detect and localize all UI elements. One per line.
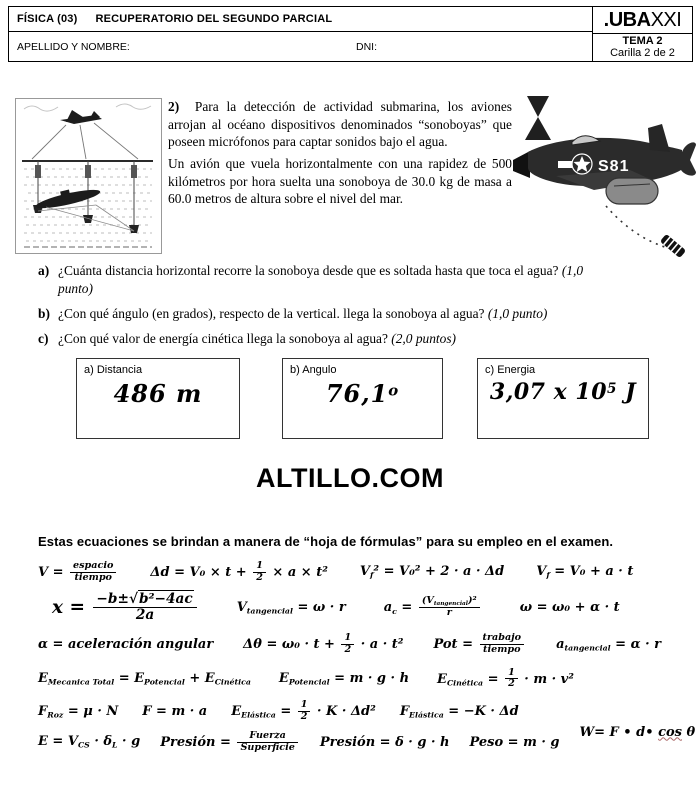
formula-vf-cuadrado: $V_f^2 = V_0^2 + 2 \cdot a \cdot \Delta d$ — [359, 564, 505, 581]
formula-row-2 — [38, 592, 670, 624]
formula-presion-fuerza: Presión = $\frac{\text{Fuerza}}{\text{Superficie}}$ — [160, 731, 300, 754]
header-left — [9, 7, 592, 61]
formula-row-6 — [38, 724, 696, 754]
answer-box-distancia — [76, 358, 240, 439]
brand-suffix: XXI — [650, 9, 682, 31]
formula-fuerza-elastica: $F_{Elástica} = -K \cdot \Delta d$ — [399, 703, 519, 720]
propeller-icon — [525, 96, 551, 140]
uba-xxi-logo — [593, 7, 692, 34]
signal-lines — [32, 123, 138, 159]
header-table — [8, 6, 693, 62]
exam-title-row — [9, 7, 592, 32]
question-b — [38, 305, 616, 323]
brand-main: .UBA — [603, 9, 651, 31]
formula-energia-potencial: $E_{Potencial} = m \cdot g \cdot h$ — [278, 671, 410, 687]
formula-aceleracion-centripeta: $a_c$ = $\frac{(V_{tangencial})^2}{r}$ — [384, 596, 482, 619]
tema-label: TEMA 2 — [622, 35, 663, 47]
cloud-icon — [24, 106, 58, 111]
submarine-icon — [34, 183, 102, 212]
plane-marking-text: S81 — [598, 158, 630, 175]
formula-energia-cinetica: $E_{Cinética}$ = $\frac{1}{2}$ · m · v² — [437, 666, 574, 690]
formula-velocidad: V = $\frac{\text{espacio}}{\text{tiempo}}$ — [38, 561, 118, 584]
formula-desplazamiento: Δd = V₀ × t + $\frac{1}{2}$ × a × t² — [150, 560, 328, 583]
problem-number: 2) — [168, 99, 180, 114]
answer-c-value: 3,07 x $10^5$ J — [489, 379, 637, 405]
problem-paragraph-2: Un avión que vuela horizontalmente con una rapidez de 500 kilómetros por hora suelta una sonoboya de 30.0 kg de masa a 60.0 metros de altura sobre el nivel del mar. — [168, 156, 512, 207]
question-b-label: b) — [38, 305, 50, 321]
question-c-text: ¿Con qué valor de energía cinética llega la sonoboya al agua? — [58, 330, 388, 346]
answer-b-label: b) Angulo — [290, 364, 337, 376]
question-b-text: ¿Con qué ángulo (en grados), respecto de la vertical. llega la sonoboya al agua? — [58, 305, 485, 321]
formula-vf: $V_f = V_0 + a \cdot t$ — [536, 564, 634, 581]
cloud-icon — [116, 104, 151, 109]
patrol-plane-icon — [60, 110, 102, 124]
exam-title: RECUPERATORIO DEL SEGUNDO PARCIAL — [95, 13, 333, 25]
formula-row-5 — [38, 700, 670, 723]
answer-c-label: c) Energia — [485, 364, 536, 376]
formula-row-1 — [38, 561, 670, 584]
answer-b-value: 76,1$^o$ — [325, 379, 400, 408]
question-c-label: c) — [38, 330, 49, 346]
altillo-watermark: ALTILLO.COM — [256, 463, 444, 493]
question-a-text: ¿Cuánta distancia horizontal recorre la sonoboya desde que es soltada hasta que toca el agua? — [58, 263, 559, 278]
student-row — [9, 32, 592, 61]
formula-energia-elastica: $E_{Elástica}$ = $\frac{1}{2}$ · K · Δd² — [231, 699, 376, 723]
formula-energia-mecanica: $E_{Mecanica Total} = E_{Potencial} + E_{Cinética}$ — [38, 671, 251, 687]
problem-paragraph-1 — [168, 98, 512, 151]
problem-text — [168, 98, 512, 212]
drop-tank — [606, 178, 658, 204]
formula-a-tangencial: $a_{tangencial} = \alpha \cdot r$ — [556, 636, 662, 653]
formula-omega: ω = ω₀ + α · t — [519, 599, 620, 615]
formula-cuadratica: x = $\frac{\text{−b±√b²−4ac}}{2a}$ — [52, 592, 199, 624]
course-code: FÍSICA (03) — [17, 13, 78, 25]
answer-box-angulo — [282, 358, 443, 439]
formula-alfa: α = aceleración angular — [38, 636, 214, 652]
formula-row-3 — [38, 633, 670, 656]
formula-v-tangencial: $V_{tangencial} = \omega \cdot r$ — [236, 599, 346, 616]
formula-newton: F = m · a — [142, 704, 208, 720]
problem-statement-intro: Para la detección de actividad submarina, los aviones arrojan al océano dispositivos denominados “sonoboyas” que poseen micrófonos para captar sonidos bajo el agua. — [168, 99, 512, 150]
question-c — [38, 330, 616, 348]
question-b-points: (1,0 punto) — [487, 305, 548, 321]
fighter-plane-svg — [510, 90, 698, 264]
formula-empuje: $E = V_{CS} \cdot \delta_L \cdot g$ — [38, 734, 141, 750]
question-a — [38, 262, 616, 298]
sonobuoy-diagram — [15, 98, 162, 254]
formula-sheet — [38, 534, 696, 753]
formula-sheet-heading: Estas ecuaciones se brindan a manera de “hoja de fórmulas” para su empleo en el examen. — [38, 534, 614, 549]
formula-presion-hidrostatica: Presión = δ · g · h — [319, 734, 450, 750]
formula-row-4 — [38, 668, 670, 691]
formula-potencia: Pot = $\frac{\text{trabajo}}{\text{tiempo}}$ — [433, 633, 526, 656]
formula-trabajo: W= F • d• cos θ — [579, 724, 696, 740]
fighter-plane-image — [510, 90, 698, 264]
formula-friccion: $F_{Roz} = \mu \cdot N$ — [38, 703, 119, 720]
formula-peso: Peso = m · g — [469, 734, 560, 750]
question-list — [38, 262, 616, 355]
question-c-points: (2,0 puntos) — [391, 330, 456, 346]
name-label: APELLIDO Y NOMBRE: — [17, 40, 130, 53]
formula-delta-theta: Δθ = ω₀ · t + $\frac{1}{2}$ · a · t² — [243, 632, 404, 655]
sonobuoy-diagram-svg — [16, 99, 159, 251]
answer-a-label: a) Distancia — [84, 364, 143, 376]
drop-trajectory-dots — [606, 206, 668, 248]
question-a-label: a) — [38, 263, 50, 278]
dni-label: DNI: — [356, 40, 377, 53]
answer-box-energia — [477, 358, 649, 439]
carilla-label: Carilla 2 de 2 — [610, 47, 675, 59]
question-a-points: (1,0 punto) — [58, 263, 584, 296]
answer-a-value: 486 m — [113, 379, 203, 408]
header-right — [592, 7, 692, 61]
tema-cell — [593, 34, 692, 61]
